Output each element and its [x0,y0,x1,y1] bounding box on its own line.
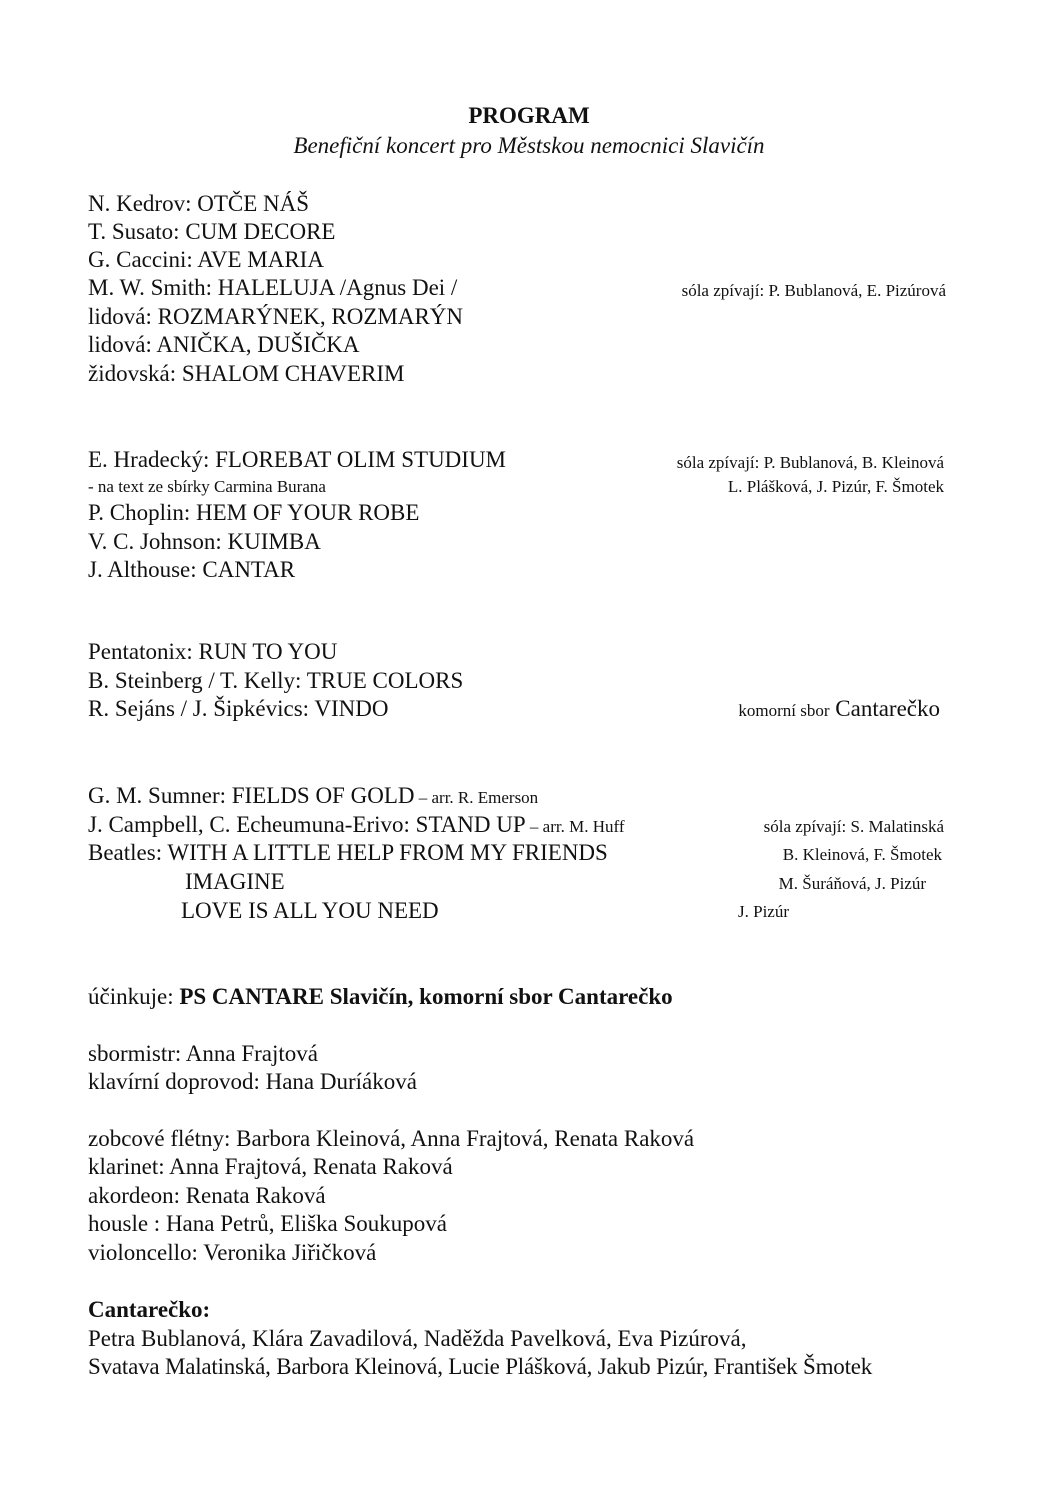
choir-note [738,695,940,723]
program-item: P. Choplin: HEM OF YOUR ROBE [88,500,420,525]
members-line: Petra Bublanová, Klára Zavadilová, Naděžda Pavelková, Eva Pizúrová, [88,1326,747,1351]
concert-subtitle: Benefiční koncert pro Městskou nemocnici Slavičín [293,133,765,158]
instrument-line: akordeon: Renata Raková [88,1183,326,1208]
program-item: lidová: ROZMARÝNEK, ROZMARÝN [88,304,464,329]
program-title: PROGRAM [468,103,590,128]
soloists-note: B. Kleinová, F. Šmotek [782,845,942,864]
program-item [88,782,538,810]
soloists-note: M. Šuráňová, J. Pizúr [778,874,926,893]
program-item: T. Susato: CUM DECORE [88,219,336,244]
program-item: E. Hradecký: FLOREBAT OLIM STUDIUM [88,447,507,472]
program-item: V. C. Johnson: KUIMBA [88,529,321,554]
instrument-line: housle : Hana Petrů, Eliška Soukupová [88,1211,448,1236]
program-item: židovská: SHALOM CHAVERIM [88,361,405,386]
performers-value: PS CANTARE Slavičín, komorní sbor Cantarečko [179,984,673,1009]
soloists-note: sóla zpívají: P. Bublanová, E. Pizúrová [681,281,946,300]
program-item-title: J. Campbell, C. Echeumuna-Erivo: STAND UP [88,812,526,837]
program-item-note: - na text ze sbírky Carmina Burana [88,477,326,496]
program-item: IMAGINE [185,869,285,894]
arranger-note: – arr. R. Emerson [414,788,539,807]
soloists-note: L. Plášková, J. Pizúr, F. Šmotek [727,477,944,496]
piano-accompaniment: klavírní doprovod: Hana Duríáková [88,1069,417,1094]
program-item: N. Kedrov: OTČE NÁŠ [88,191,310,216]
performers-line [88,983,673,1011]
program-item: G. Caccini: AVE MARIA [88,247,324,272]
program-item: Pentatonix: RUN TO YOU [88,639,338,664]
members-line: Svatava Malatinská, Barbora Kleinová, Lucie Plášková, Jakub Pizúr, František Šmotek [88,1354,873,1379]
performers-label: účinkuje: [88,984,180,1009]
arranger-note: – arr. M. Huff [525,817,625,836]
soloists-note: J. Pizúr [738,902,789,921]
program-item: B. Steinberg / T. Kelly: TRUE COLORS [88,668,464,693]
instrument-line: klarinet: Anna Frajtová, Renata Raková [88,1154,453,1179]
cantarecko-heading: Cantarečko: [88,1297,211,1322]
soloists-note: sóla zpívají: S. Malatinská [763,817,944,836]
program-item-title: G. M. Sumner: FIELDS OF GOLD [88,783,415,808]
soloists-note: sóla zpívají: P. Bublanová, B. Kleinová [676,453,944,472]
program-item: Beatles: WITH A LITTLE HELP FROM MY FRIENDS [88,840,608,865]
program-item [88,811,625,839]
instrument-line: zobcové flétny: Barbora Kleinová, Anna Frajtová, Renata Raková [88,1126,695,1151]
choir-note-name: Cantarečko [835,696,940,721]
program-item: R. Sejáns / J. Šipkévics: VINDO [88,696,389,721]
program-item: LOVE IS ALL YOU NEED [181,898,439,923]
program-item: M. W. Smith: HALELUJA /Agnus Dei / [88,275,458,300]
choirmaster: sbormistr: Anna Frajtová [88,1041,318,1066]
instrument-line: violoncello: Veronika Jiřičková [88,1240,377,1265]
choir-note-small: komorní sbor [738,701,830,720]
program-item: lidová: ANIČKA, DUŠIČKA [88,332,360,357]
program-item: J. Althouse: CANTAR [88,557,296,582]
